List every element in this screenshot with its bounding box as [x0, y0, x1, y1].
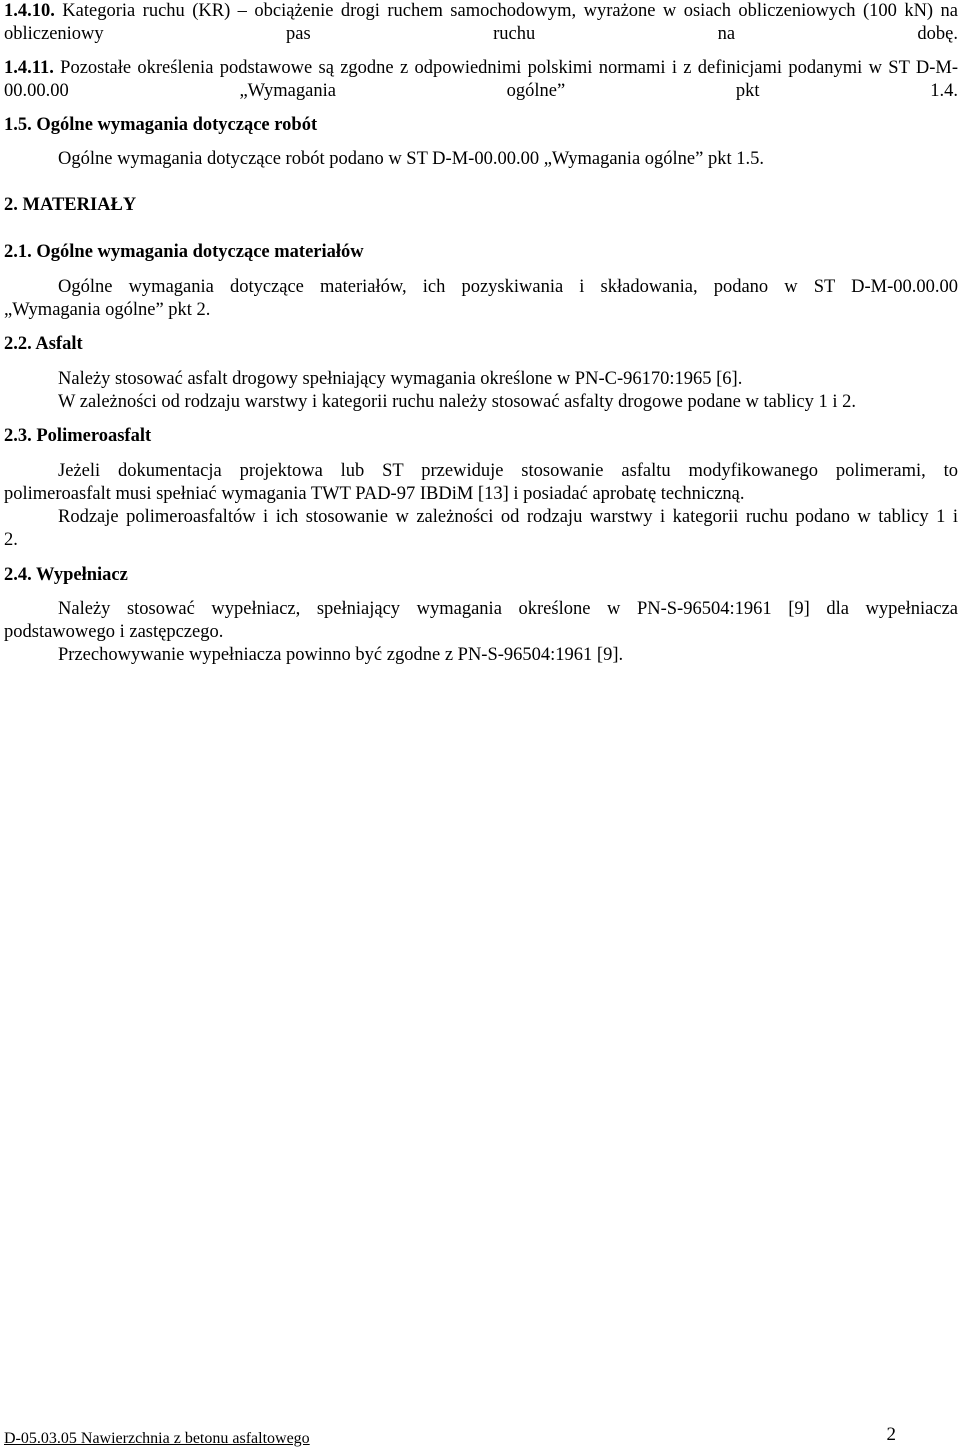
paragraph-2-3-1-line-2: polimeroasfalt musi spełniać wymagania TWT PAD-97 IBDiM [13] i posiadać aprobatę techniczną.	[4, 484, 745, 504]
paragraph-1-4-10	[4, 0, 958, 46]
section-heading-1-5: 1.5. Ogólne wymagania dotyczące robót	[4, 115, 318, 135]
chapter-heading-materialy: 2. MATERIAŁY	[4, 195, 137, 215]
section-heading-2-3: 2.3. Polimeroasfalt	[4, 426, 152, 446]
section-number: 1.4.10.	[4, 1, 55, 21]
footer-document-reference: D-05.03.05 Nawierzchnia z betonu asfaltowego	[4, 1430, 310, 1447]
section-heading-2-1: 2.1. Ogólne wymagania dotyczące materiałów	[4, 242, 364, 262]
section-number: 1.4.11.	[4, 58, 54, 78]
paragraph-2-3-2-line-1: Rodzaje polimeroasfaltów i ich stosowanie w zależności od rodzaju warstwy i kategorii ruchu podano w tablicy 1 i	[58, 507, 958, 527]
section-heading-2-4: 2.4. Wypełniacz	[4, 565, 128, 585]
paragraph-text: Pozostałe określenia podstawowe są zgodne z odpowiednimi polskimi normami i z definicjami podanymi w ST D-M-00.00.00 „Wymagania ogólne” pkt 1.4.	[4, 58, 958, 101]
paragraph-2-3-2-line-2: 2.	[4, 530, 18, 550]
page-number: 2	[886, 1424, 896, 1445]
paragraph-2-1-line-2: „Wymagania ogólne” pkt 2.	[4, 300, 211, 320]
paragraph-2-4-1-line-1: Należy stosować wypełniacz, spełniający wymagania określone w PN-S-96504:1961 [9] dla wypełniacza	[58, 599, 958, 619]
paragraph-2-3-1-line-1: Jeżeli dokumentacja projektowa lub ST przewiduje stosowanie asfaltu modyfikowanego polimerami, to	[58, 461, 958, 481]
paragraph-text: Kategoria ruchu (KR) – obciążenie drogi ruchem samochodowym, wyrażone w osiach obliczeniowych (100 kN) na obliczeniowy pas ruchu na dobę.	[4, 1, 958, 44]
paragraph-2-2-2: W zależności od rodzaju warstwy i kategorii ruchu należy stosować asfalty drogowe podane w tablicy 1 i 2.	[58, 392, 856, 412]
section-heading-2-2: 2.2. Asfalt	[4, 334, 83, 354]
paragraph-1-5: Ogólne wymagania dotyczące robót podano w ST D-M-00.00.00 „Wymagania ogólne” pkt 1.5.	[58, 149, 764, 169]
paragraph-1-4-11	[4, 57, 958, 103]
paragraph-2-4-1-line-2: podstawowego i zastępczego.	[4, 622, 224, 642]
paragraph-2-4-2: Przechowywanie wypełniacza powinno być zgodne z PN-S-96504:1961 [9].	[58, 645, 624, 665]
paragraph-2-1-line-1: Ogólne wymagania dotyczące materiałów, ich pozyskiwania i składowania, podano w ST D-M-00.00.00	[58, 277, 958, 297]
paragraph-2-2-1: Należy stosować asfalt drogowy spełniający wymagania określone w PN-C-96170:1965 [6].	[58, 369, 743, 389]
